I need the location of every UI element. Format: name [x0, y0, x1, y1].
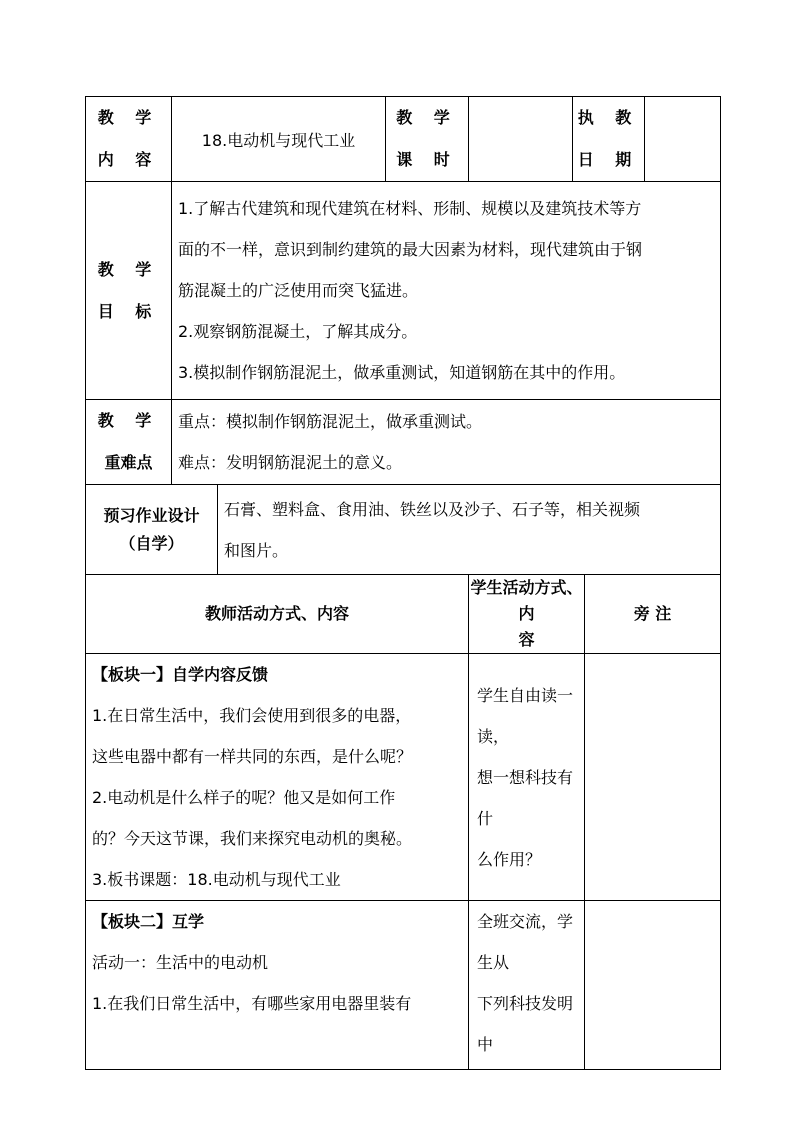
text-line: 2.观察钢筋混凝土，了解其成分。	[178, 322, 418, 341]
text-line: 2.电动机是什么样子的呢？他又是如何工作	[92, 788, 396, 807]
content-label-cell	[86, 97, 172, 182]
label-line: 教 学	[97, 108, 160, 127]
label-line: 课 时	[396, 150, 458, 169]
text-line: 这些电器中都有一样共同的东西，是什么呢？	[92, 747, 413, 766]
label-line: 目 标	[97, 301, 160, 321]
key-points-text	[172, 400, 721, 485]
text-line: 学生自由读一读，	[477, 685, 574, 746]
text-line: 面的不一样，意识到制约建筑的最大因素为材料，现代建筑由于钢	[178, 240, 643, 259]
label-line: （自学）	[119, 533, 184, 553]
label-line: 执 教	[577, 108, 640, 127]
text-line: 石膏、塑料盒、食用油、铁丝以及沙子、石子等，相关视频	[224, 499, 641, 519]
objectives-label-cell	[86, 182, 172, 400]
date-value	[645, 97, 721, 182]
preview-text	[218, 485, 721, 575]
header-line: 学生活动方式、内	[470, 578, 583, 623]
block1-student-cell	[469, 654, 585, 901]
label-line: 教 学	[97, 259, 160, 279]
label-line: 预习作业设计	[103, 505, 200, 525]
text-line: 1.在日常生活中，我们会使用到很多的电器，	[92, 706, 412, 725]
text-line: 么作用？	[477, 849, 542, 869]
date-label-cell	[573, 97, 645, 182]
text-line: 1.在我们日常生活中，有哪些家用电器里装有	[92, 994, 412, 1013]
lesson-plan-table	[85, 96, 721, 1070]
text-line: 和图片。	[224, 540, 289, 560]
header-row	[86, 97, 721, 182]
text-line: 3.板书课题：18.电动机与现代工业	[92, 870, 341, 889]
label-line: 教 学	[396, 108, 458, 127]
block2-teacher-cell	[86, 901, 469, 1070]
header-line: 容	[518, 630, 535, 649]
block2-student-cell	[469, 901, 585, 1070]
text-line: 全班交流，学生从	[477, 912, 574, 972]
key-points-row	[86, 400, 721, 485]
student-column-header	[469, 575, 585, 654]
label-line: 教 学	[97, 411, 160, 430]
text-line: 筋混凝土的广泛使用而突飞猛进。	[178, 281, 419, 300]
block2-notes-cell	[585, 901, 721, 1070]
block2-title: 【板块二】互学	[92, 912, 205, 931]
objectives-text	[172, 182, 721, 400]
text-line: 1.了解古代建筑和现代建筑在材料、形制、规模以及建筑技术等方	[178, 199, 642, 218]
block1-title: 【板块一】自学内容反馈	[92, 665, 269, 684]
teacher-column-header: 教师活动方式、内容	[86, 575, 469, 654]
text-line: 想一想科技有什	[477, 767, 574, 828]
preview-row	[86, 485, 721, 575]
text-line: 的？今天这节课，我们来探究电动机的奥秘。	[92, 829, 413, 848]
notes-column-header: 旁 注	[585, 575, 721, 654]
label-line: 日 期	[577, 150, 640, 169]
label-line: 重难点	[104, 453, 153, 472]
hours-label-cell	[386, 97, 469, 182]
preview-label-cell	[86, 485, 218, 575]
text-line: 下列科技发明中	[477, 994, 574, 1054]
column-header-row	[86, 575, 721, 654]
text-line: 难点：发明钢筋混泥土的意义。	[178, 453, 403, 472]
block1-notes-cell	[585, 654, 721, 901]
hours-value	[469, 97, 573, 182]
lesson-title: 18.电动机与现代工业	[172, 97, 386, 182]
label-line: 内 容	[97, 150, 160, 169]
key-points-label-cell	[86, 400, 172, 485]
block2-row	[86, 901, 721, 1070]
text-line: 3.模拟制作钢筋混泥土，做承重测试，知道钢筋在其中的作用。	[178, 363, 626, 382]
block1-teacher-cell	[86, 654, 469, 901]
block1-row	[86, 654, 721, 901]
objectives-row	[86, 182, 721, 400]
text-line: 活动一：生活中的电动机	[92, 953, 269, 972]
text-line: 重点：模拟制作钢筋混泥土，做承重测试。	[178, 412, 483, 431]
